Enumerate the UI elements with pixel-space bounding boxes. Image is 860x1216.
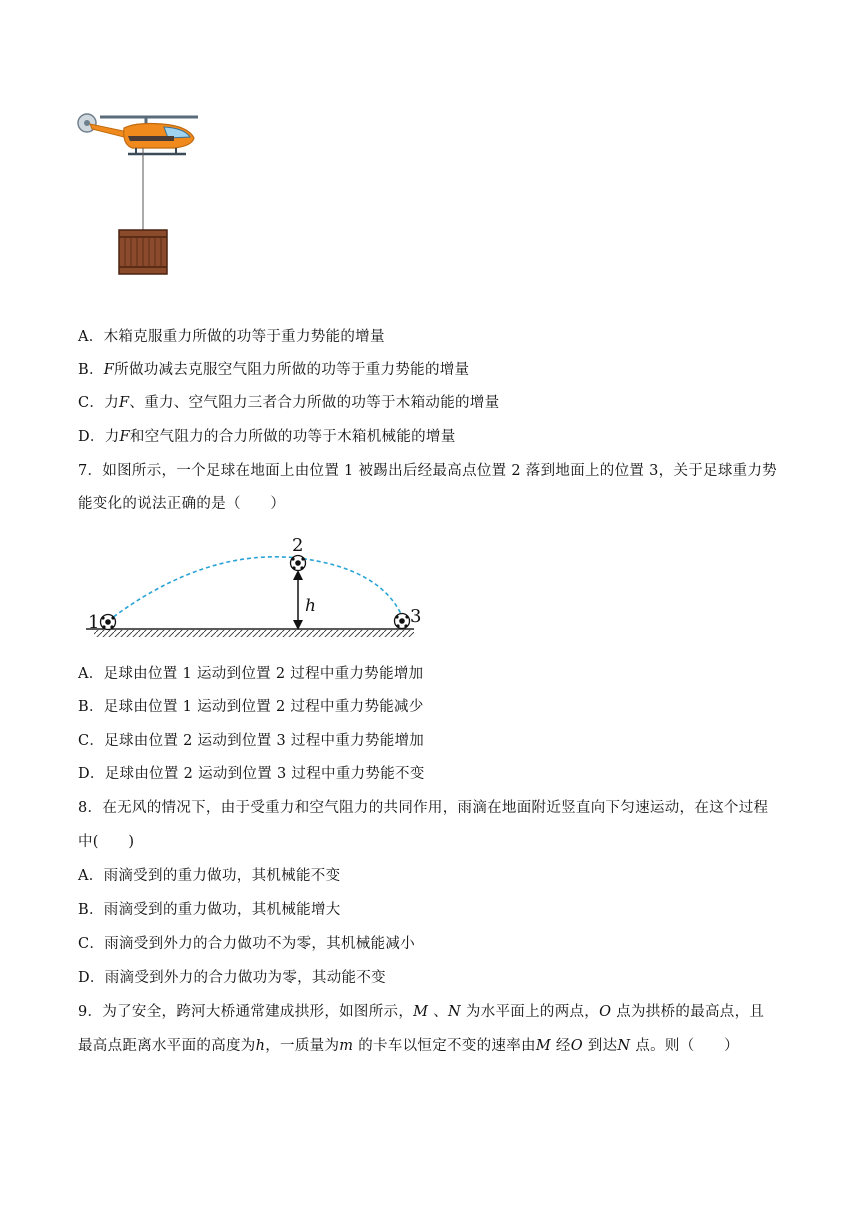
q7-stem-line1: 7．如图所示，一个足球在地面上由位置 1 被踢出后经最高点位置 2 落到地面上的位置 3，关于足球重力势 [78, 463, 778, 479]
label-2: 2 [292, 535, 304, 556]
ground-hatch [94, 630, 414, 637]
football-trajectory-figure [84, 530, 424, 640]
q8-option-b: B．雨滴受到的重力做功，其机械能增大 [78, 902, 341, 918]
label-h: h [305, 596, 316, 616]
q7-stem-line2: 能变化的说法正确的是（ ） [78, 496, 286, 512]
q9-stem-line1: 9．为了安全，跨河大桥通常建成拱形，如图所示，M 、N 为水平面上的两点，O 点为拱桥的最高点，且 [78, 1004, 765, 1020]
q8-option-a: A．雨滴受到的重力做功，其机械能不变 [78, 868, 341, 884]
q6-option-a: A．木箱克服重力所做的功等于重力势能的增量 [78, 329, 385, 345]
label-1: 1 [88, 612, 100, 633]
q7-option-c: C．足球由位置 2 运动到位置 3 过程中重力势能增加 [78, 733, 425, 749]
q9-stem-line2: 最高点距离水平面的高度为h，一质量为m 的卡车以恒定不变的速率由M 经O 到达N 点。则（ ） [78, 1038, 739, 1054]
ball-3-icon [395, 614, 410, 629]
helicopter-box-figure [76, 108, 206, 280]
q7-option-d: D．足球由位置 2 运动到位置 3 过程中重力势能不变 [78, 766, 425, 782]
q6-option-b: B．F所做功减去克服空气阻力所做的功等于重力势能的增量 [78, 362, 470, 378]
q7-option-b: B．足球由位置 1 运动到位置 2 过程中重力势能减少 [78, 699, 424, 715]
ball-2-icon [291, 556, 306, 571]
q8-stem-line2: 中( ) [78, 834, 135, 850]
label-3: 3 [410, 606, 422, 627]
q6-option-d: D．力F和空气阻力的合力所做的功等于木箱机械能的增量 [78, 429, 456, 445]
q8-stem-line1: 8．在无风的情况下，由于受重力和空气阻力的共同作用，雨滴在地面附近竖直向下匀速运动，在这个过程 [78, 800, 769, 816]
trajectory-arc [108, 557, 402, 621]
ball-1-icon [101, 615, 116, 630]
q7-option-a: A．足球由位置 1 运动到位置 2 过程中重力势能增加 [78, 666, 424, 682]
q8-option-d: D．雨滴受到外力的合力做功为零，其动能不变 [78, 970, 386, 986]
q8-option-c: C．雨滴受到外力的合力做功不为零，其机械能减小 [78, 936, 416, 952]
q6-option-c: C．力F、重力、空气阻力三者合力所做的功等于木箱动能的增量 [78, 395, 500, 411]
